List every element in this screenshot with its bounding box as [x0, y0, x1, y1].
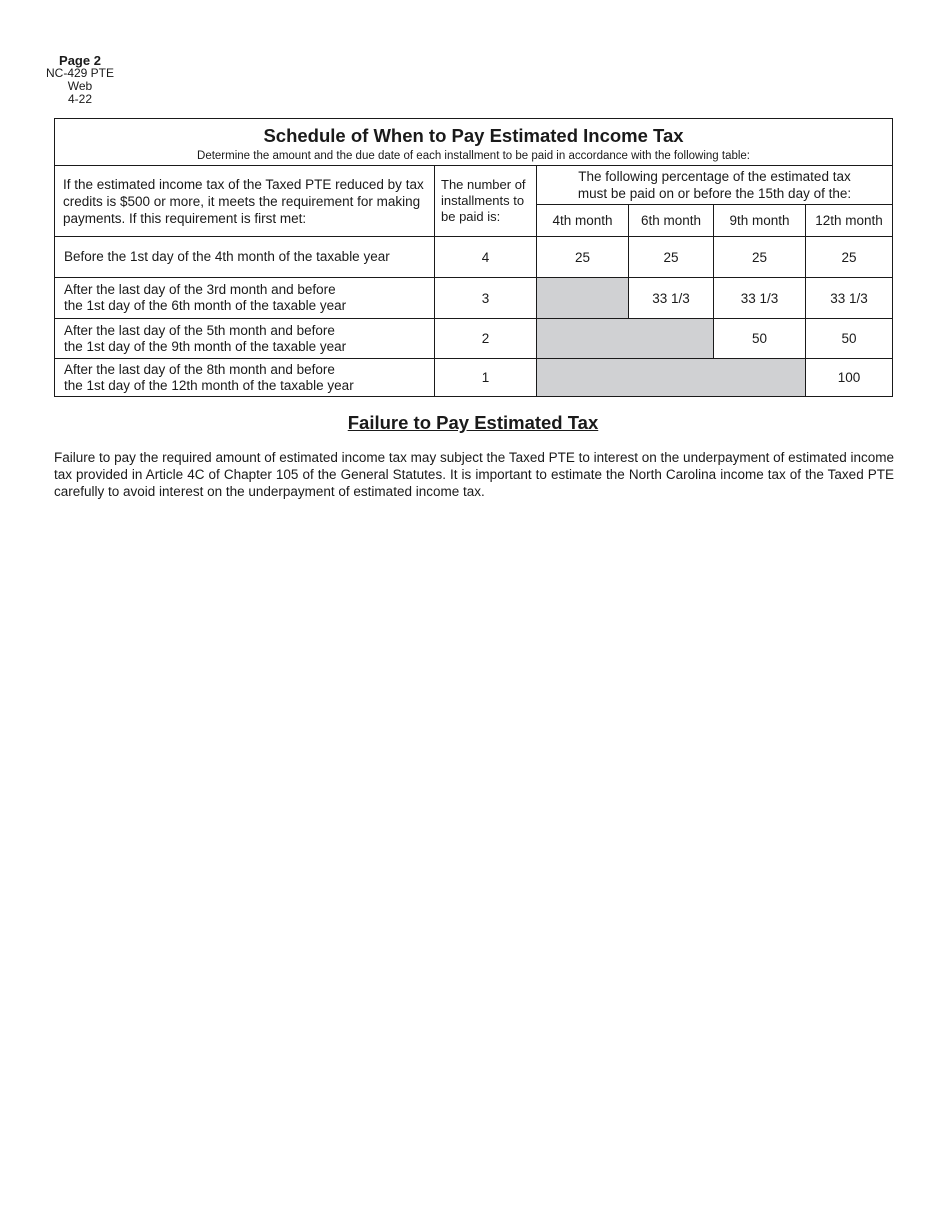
- schedule-title: Schedule of When to Pay Estimated Income Tax: [263, 124, 684, 146]
- installments-cell: 4: [435, 237, 537, 278]
- schedule-title-cell: [55, 119, 893, 166]
- installments-cell: 1: [435, 359, 537, 397]
- schedule-table: [54, 118, 893, 397]
- month-header: 12th month: [806, 205, 893, 237]
- shaded-cell: [537, 359, 806, 397]
- installments-cell: 2: [435, 319, 537, 359]
- installments-cell: 3: [435, 278, 537, 319]
- failure-body-text: Failure to pay the required amount of estimated income tax may subject the Taxed PTE to interest on the underpayment of estimated income tax provided in Article 4C of Chapter 105 of the General Statutes. It is important to estimate the North Carolina income tax of the Taxed PTE carefully to avoid interest on the underpayment of estimated income tax.: [54, 450, 894, 499]
- percentage-cell: 33 1/3: [806, 278, 893, 319]
- row-label: [55, 278, 435, 319]
- requirement-header: If the estimated income tax of the Taxed PTE reduced by tax credits is $500 or more, it meets the requirement for making payments. If this requirement is first met:: [55, 166, 435, 237]
- row-label-line: After the last day of the 8th month and before: [64, 361, 335, 377]
- table-row: [55, 319, 893, 359]
- percentage-cell: 25: [537, 237, 629, 278]
- percentage-header: [537, 166, 893, 205]
- row-label-line: the 1st day of the 9th month of the taxable year: [64, 338, 347, 354]
- percentage-cell: 33 1/3: [629, 278, 714, 319]
- form-date: 4-22: [67, 92, 93, 106]
- schedule-subtitle: Determine the amount and the due date of each installment to be paid in accordance with the following table:: [197, 149, 751, 162]
- installments-header: The number of installments to be paid is:: [435, 166, 537, 237]
- percentage-cell: 25: [714, 237, 806, 278]
- form-header: [40, 54, 120, 106]
- percentage-header-text: The following percentage of the estimated tax must be paid on or before the 15th day of the:: [577, 169, 852, 201]
- percentage-cell: 100: [806, 359, 893, 397]
- failure-section-title: Failure to Pay Estimated Tax: [347, 412, 599, 433]
- table-row: [55, 237, 893, 278]
- percentage-cell: 50: [714, 319, 806, 359]
- month-header: 6th month: [629, 205, 714, 237]
- row-label: [55, 237, 435, 278]
- form-version: Web: [67, 79, 93, 93]
- shaded-cell: [537, 278, 629, 319]
- shaded-cell: [537, 319, 714, 359]
- page-number: Page 2: [59, 53, 101, 68]
- percentage-cell: 25: [806, 237, 893, 278]
- percentage-cell: 25: [629, 237, 714, 278]
- row-label: [55, 359, 435, 397]
- month-header: 4th month: [537, 205, 629, 237]
- row-label-line: After the last day of the 5th month and before: [64, 322, 335, 338]
- percentage-cell: 33 1/3: [714, 278, 806, 319]
- row-label: [55, 319, 435, 359]
- form-number: NC-429 PTE: [45, 66, 115, 80]
- table-row: [55, 359, 893, 397]
- row-label-line: Before the 1st day of the 4th month of the taxable year: [64, 249, 390, 264]
- row-label-line: the 1st day of the 12th month of the taxable year: [64, 377, 354, 393]
- row-label-line: After the last day of the 3rd month and before: [64, 282, 336, 297]
- percentage-cell: 50: [806, 319, 893, 359]
- month-header: 9th month: [714, 205, 806, 237]
- table-row: [55, 278, 893, 319]
- row-label-line: the 1st day of the 6th month of the taxable year: [64, 298, 347, 313]
